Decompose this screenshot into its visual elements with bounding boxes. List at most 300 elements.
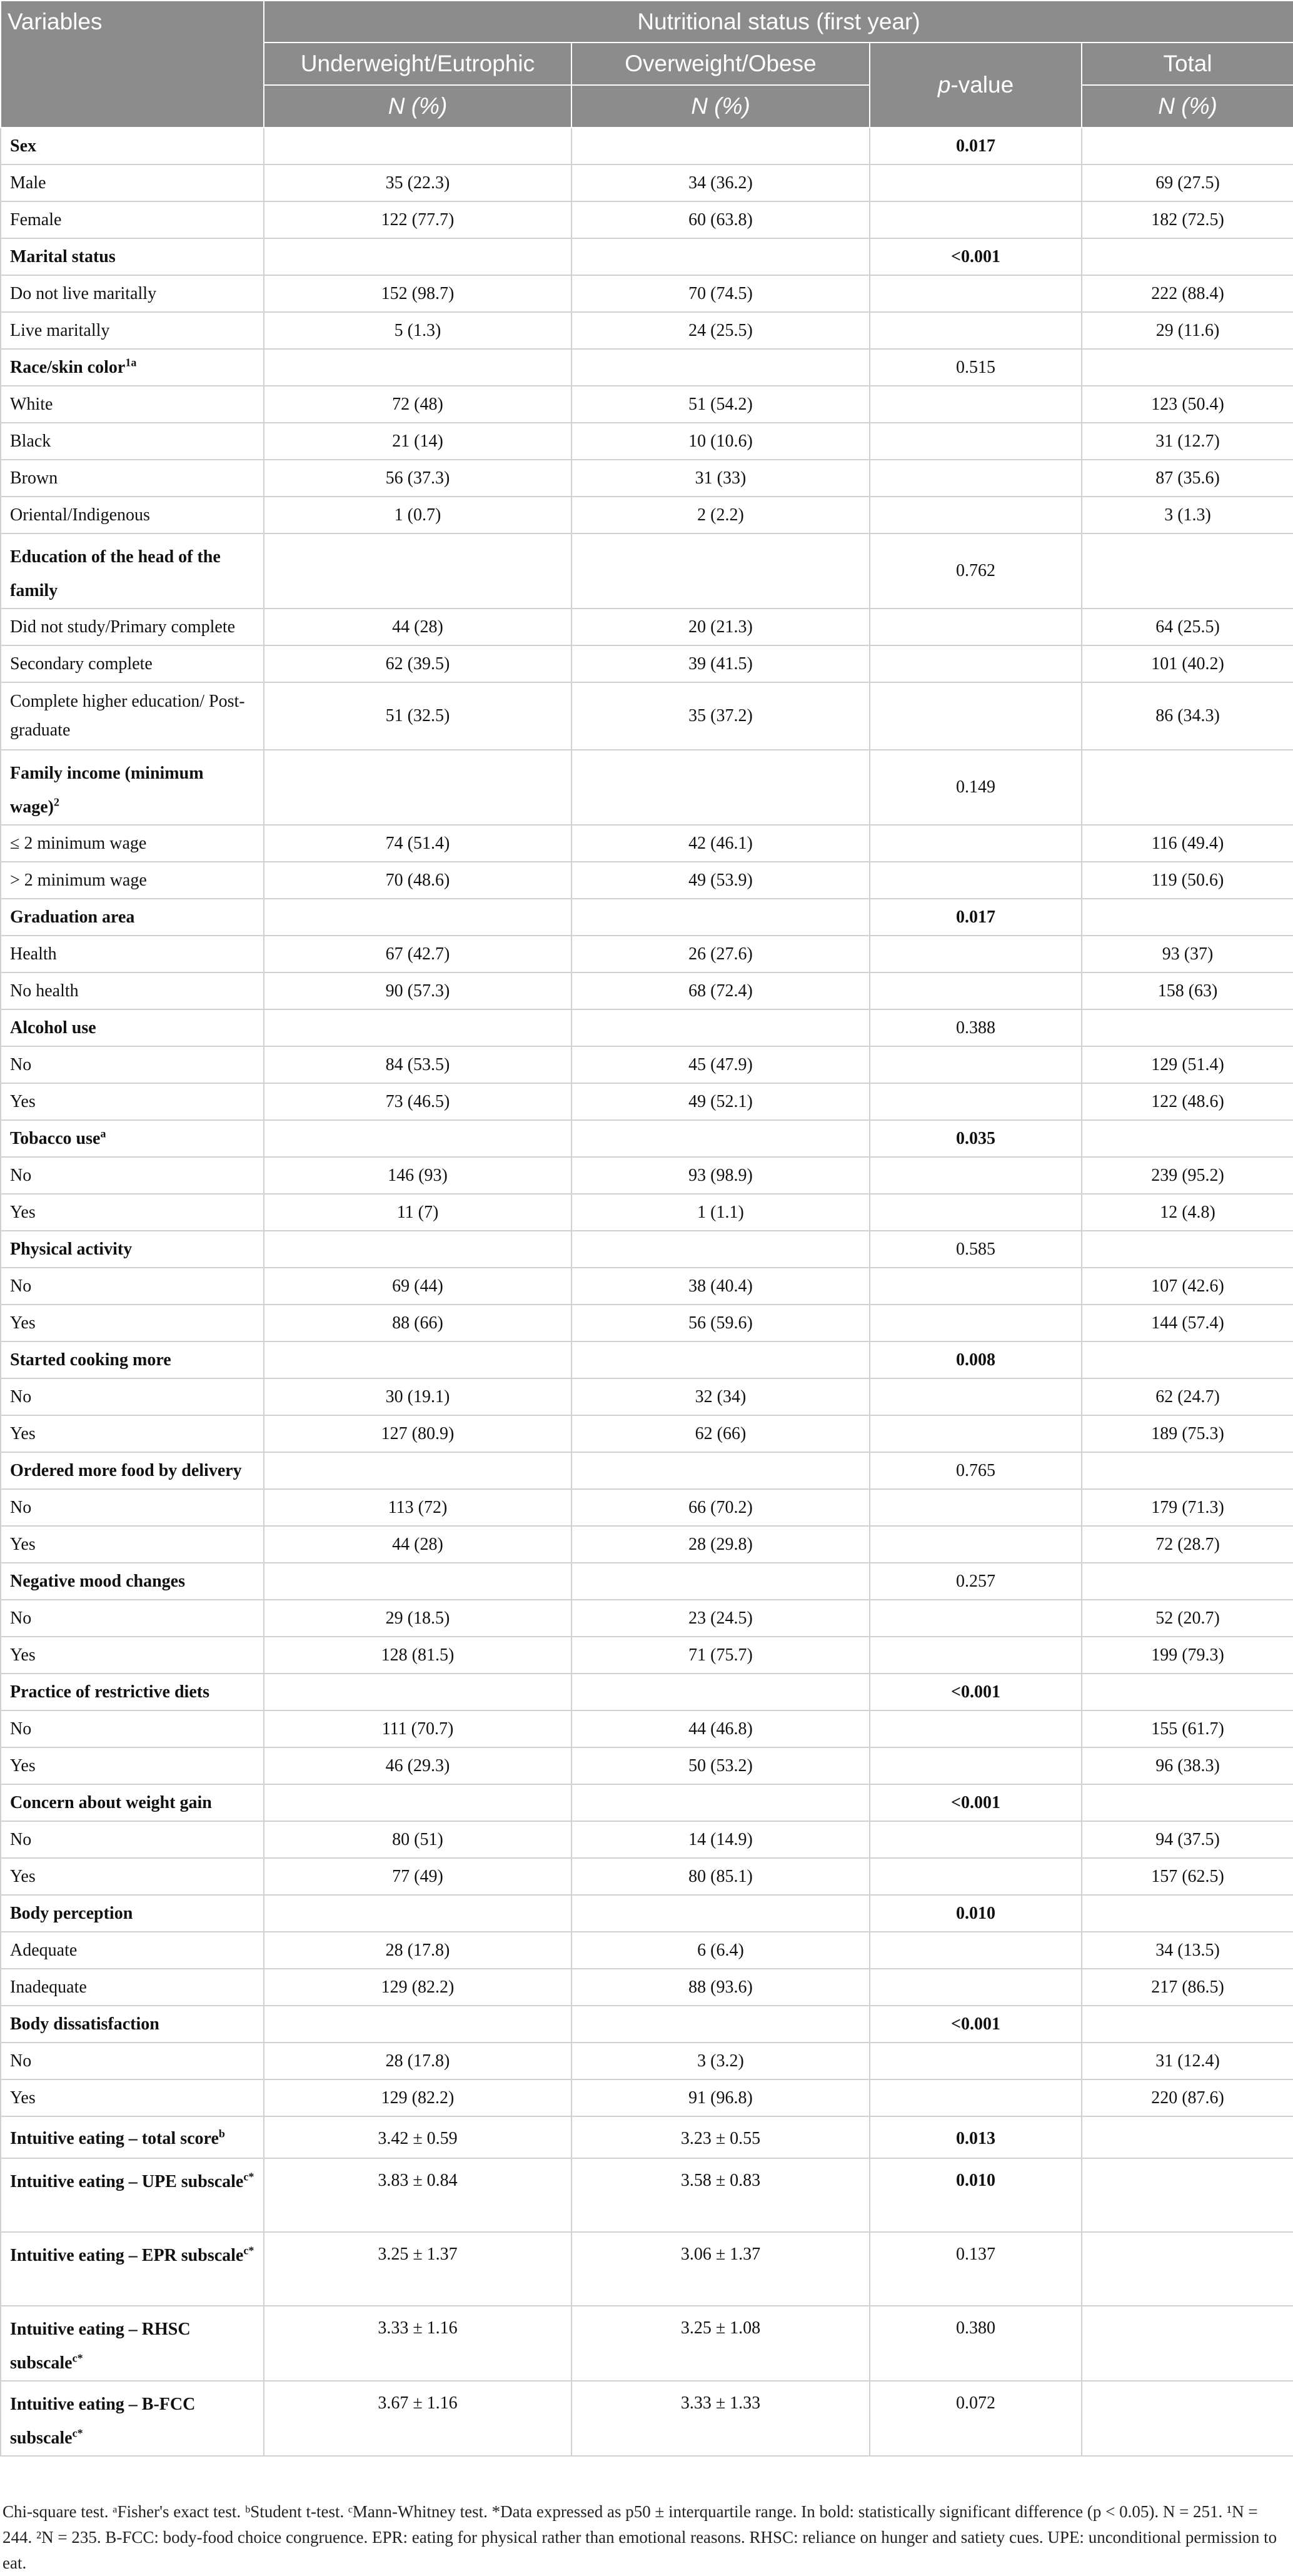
cell-total: 31 (12.4) (1082, 2043, 1293, 2079)
row-label-text: Black (10, 431, 51, 451)
header-underweight-eutrophic: Underweight/Eutrophic (264, 43, 571, 85)
row-label (1, 1341, 264, 1378)
cell-p-value (870, 1821, 1082, 1858)
cell-p-value (870, 312, 1082, 349)
cell-underweight-eutrophic: 5 (1.3) (264, 312, 571, 349)
cell-p-value (870, 460, 1082, 497)
cell-underweight-eutrophic: 90 (57.3) (264, 972, 571, 1009)
cell-total: 69 (27.5) (1082, 164, 1293, 201)
cell-underweight-eutrophic: 3.83 ± 0.84 (264, 2158, 571, 2232)
cell-overweight-obese (571, 1674, 870, 1710)
row-label (1, 1268, 264, 1305)
cell-overweight-obese (571, 2006, 870, 2043)
cell-overweight-obese (571, 1452, 870, 1489)
cell-total: 199 (79.3) (1082, 1637, 1293, 1674)
cell-overweight-obese: 3.23 ± 0.55 (571, 2116, 870, 2158)
row-label-text: Did not study/Primary complete (10, 617, 236, 637)
cell-underweight-eutrophic: 35 (22.3) (264, 164, 571, 201)
cell-p-value (870, 1526, 1082, 1563)
row-label (1, 825, 264, 862)
cell-p-value: 0.010 (870, 2158, 1082, 2232)
cell-p-value: 0.013 (870, 2116, 1082, 2158)
cell-underweight-eutrophic: 80 (51) (264, 1821, 571, 1858)
row-label (1, 972, 264, 1009)
cell-overweight-obese: 20 (21.3) (571, 609, 870, 645)
table-row (1, 1378, 1293, 1415)
table-row (1, 1747, 1293, 1784)
row-label-text: Live maritally (10, 320, 110, 340)
cell-total (1082, 2158, 1293, 2232)
cell-underweight-eutrophic: 72 (48) (264, 386, 571, 423)
cell-underweight-eutrophic: 74 (51.4) (264, 825, 571, 862)
table-group-row (1, 1563, 1293, 1600)
row-label-text: Alcohol use (10, 1018, 96, 1038)
table-group-row (1, 1895, 1293, 1932)
cell-overweight-obese: 23 (24.5) (571, 1600, 870, 1637)
row-label-text: Yes (10, 1202, 36, 1222)
table-row (1, 1157, 1293, 1194)
cell-overweight-obese: 56 (59.6) (571, 1305, 870, 1341)
cell-total: 157 (62.5) (1082, 1858, 1293, 1895)
row-label-text: White (10, 394, 53, 414)
row-label-text: Secondary complete (10, 654, 153, 674)
cell-total: 158 (63) (1082, 972, 1293, 1009)
cell-p-value (870, 2079, 1082, 2116)
row-label (1, 238, 264, 275)
row-label (1, 1784, 264, 1821)
row-label-text: Yes (10, 2088, 36, 2108)
table-row (1, 1083, 1293, 1120)
row-label-text: No (10, 1497, 32, 1517)
cell-p-value (870, 164, 1082, 201)
cell-overweight-obese: 49 (52.1) (571, 1083, 870, 1120)
row-label (1, 2079, 264, 2116)
cell-total: 119 (50.6) (1082, 862, 1293, 899)
row-label (1, 1120, 264, 1157)
cell-overweight-obese: 66 (70.2) (571, 1489, 870, 1526)
cell-total: 116 (49.4) (1082, 825, 1293, 862)
cell-p-value: 0.515 (870, 349, 1082, 386)
header-p-rest: -value (950, 72, 1014, 98)
cell-p-value: 0.137 (870, 2232, 1082, 2306)
cell-p-value (870, 2043, 1082, 2079)
table-group-row (1, 1231, 1293, 1268)
table-row (1, 460, 1293, 497)
cell-p-value: 0.072 (870, 2381, 1082, 2456)
cell-underweight-eutrophic (264, 1452, 571, 1489)
row-label-text: Family income (minimum wage) (10, 764, 204, 817)
cell-p-value (870, 1747, 1082, 1784)
cell-p-value (870, 862, 1082, 899)
row-label-text: Concern about weight gain (10, 1792, 212, 1812)
cell-overweight-obese (571, 1341, 870, 1378)
row-label (1, 2043, 264, 2079)
table-row (1, 682, 1293, 750)
cell-underweight-eutrophic (264, 1231, 571, 1268)
row-label-text: Yes (10, 1645, 36, 1665)
header-sub-ow: N (%) (571, 85, 870, 128)
cell-p-value (870, 1932, 1082, 1969)
row-label-text: Do not live maritally (10, 283, 157, 303)
cell-overweight-obese (571, 750, 870, 825)
table-group-row (1, 750, 1293, 825)
row-label (1, 2306, 264, 2381)
row-label (1, 2381, 264, 2456)
table-row (1, 1305, 1293, 1341)
cell-overweight-obese (571, 1231, 870, 1268)
table-row (1, 1268, 1293, 1305)
cell-p-value (870, 1157, 1082, 1194)
row-label (1, 1747, 264, 1784)
cell-overweight-obese (571, 1563, 870, 1600)
cell-p-value (870, 1489, 1082, 1526)
row-label (1, 164, 264, 201)
cell-total: 94 (37.5) (1082, 1821, 1293, 1858)
cell-overweight-obese: 62 (66) (571, 1415, 870, 1452)
cell-total (1082, 1341, 1293, 1378)
cell-p-value: 0.585 (870, 1231, 1082, 1268)
row-label-text: Negative mood changes (10, 1571, 185, 1591)
table-group-row (1, 2306, 1293, 2381)
table-row (1, 1046, 1293, 1083)
cell-overweight-obese: 68 (72.4) (571, 972, 870, 1009)
row-label (1, 349, 264, 386)
row-label-superscript: c* (72, 2427, 83, 2440)
row-label-text: No (10, 1719, 32, 1739)
table-row (1, 1710, 1293, 1747)
row-label (1, 533, 264, 609)
cell-p-value (870, 275, 1082, 312)
row-label (1, 682, 264, 750)
row-label (1, 1231, 264, 1268)
cell-overweight-obese: 42 (46.1) (571, 825, 870, 862)
row-label (1, 1932, 264, 1969)
cell-p-value (870, 1969, 1082, 2006)
cell-overweight-obese: 3.58 ± 0.83 (571, 2158, 870, 2232)
row-label (1, 1563, 264, 1600)
cell-p-value (870, 1637, 1082, 1674)
cell-total: 239 (95.2) (1082, 1157, 1293, 1194)
table-header (1, 1, 1293, 128)
row-label (1, 1009, 264, 1046)
row-label-text: Health (10, 944, 57, 964)
cell-overweight-obese: 3.25 ± 1.08 (571, 2306, 870, 2381)
cell-underweight-eutrophic: 1 (0.7) (264, 497, 571, 533)
cell-total (1082, 2306, 1293, 2381)
cell-overweight-obese: 28 (29.8) (571, 1526, 870, 1563)
cell-total (1082, 750, 1293, 825)
cell-total (1082, 2232, 1293, 2306)
cell-p-value: 0.035 (870, 1120, 1082, 1157)
cell-total: 155 (61.7) (1082, 1710, 1293, 1747)
row-label-text: Body perception (10, 1903, 133, 1923)
table-row (1, 423, 1293, 460)
cell-overweight-obese: 3 (3.2) (571, 2043, 870, 2079)
cell-overweight-obese: 51 (54.2) (571, 386, 870, 423)
cell-total: 86 (34.3) (1082, 682, 1293, 750)
cell-total (1082, 1674, 1293, 1710)
table-group-row (1, 2116, 1293, 2158)
cell-p-value: 0.017 (870, 128, 1082, 164)
cell-overweight-obese: 91 (96.8) (571, 2079, 870, 2116)
row-label-text: Intuitive eating – RHSC subscale (10, 2320, 191, 2373)
row-label-text: No (10, 1829, 32, 1849)
cell-overweight-obese (571, 1120, 870, 1157)
table-group-row (1, 238, 1293, 275)
cell-overweight-obese: 24 (25.5) (571, 312, 870, 349)
cell-underweight-eutrophic (264, 1784, 571, 1821)
table-row (1, 1415, 1293, 1452)
cell-underweight-eutrophic: 129 (82.2) (264, 2079, 571, 2116)
table-row (1, 1489, 1293, 1526)
table-row (1, 312, 1293, 349)
row-label (1, 1046, 264, 1083)
row-label-text: Intuitive eating – EPR subscale (10, 2246, 244, 2265)
table-row (1, 1969, 1293, 2006)
row-label-text: Male (10, 173, 46, 193)
cell-total (1082, 1120, 1293, 1157)
table-row (1, 825, 1293, 862)
cell-overweight-obese: 6 (6.4) (571, 1932, 870, 1969)
table-group-row (1, 1452, 1293, 1489)
cell-total (1082, 2116, 1293, 2158)
cell-p-value: 0.762 (870, 533, 1082, 609)
row-label (1, 275, 264, 312)
table-group-row (1, 1120, 1293, 1157)
row-label (1, 2116, 264, 2158)
cell-total: 182 (72.5) (1082, 201, 1293, 238)
cell-underweight-eutrophic: 146 (93) (264, 1157, 571, 1194)
cell-underweight-eutrophic (264, 750, 571, 825)
row-label (1, 1378, 264, 1415)
row-label (1, 2158, 264, 2232)
row-label (1, 460, 264, 497)
cell-total: 217 (86.5) (1082, 1969, 1293, 2006)
cell-underweight-eutrophic: 30 (19.1) (264, 1378, 571, 1415)
row-label (1, 1600, 264, 1637)
header-variables: Variables (1, 1, 264, 128)
cell-underweight-eutrophic: 44 (28) (264, 1526, 571, 1563)
cell-p-value: <0.001 (870, 1674, 1082, 1710)
row-label (1, 2006, 264, 2043)
cell-p-value (870, 1083, 1082, 1120)
cell-underweight-eutrophic: 70 (48.6) (264, 862, 571, 899)
cell-overweight-obese: 34 (36.2) (571, 164, 870, 201)
cell-underweight-eutrophic (264, 2006, 571, 2043)
cell-total: 93 (37) (1082, 936, 1293, 972)
cell-overweight-obese: 45 (47.9) (571, 1046, 870, 1083)
row-label (1, 1452, 264, 1489)
cell-p-value (870, 497, 1082, 533)
table-body (1, 128, 1293, 2456)
cell-overweight-obese (571, 238, 870, 275)
table-row (1, 201, 1293, 238)
cell-overweight-obese: 70 (74.5) (571, 275, 870, 312)
cell-underweight-eutrophic: 73 (46.5) (264, 1083, 571, 1120)
row-label (1, 1083, 264, 1120)
cell-underweight-eutrophic: 46 (29.3) (264, 1747, 571, 1784)
cell-underweight-eutrophic: 84 (53.5) (264, 1046, 571, 1083)
header-sub-uw: N (%) (264, 85, 571, 128)
cell-underweight-eutrophic: 21 (14) (264, 423, 571, 460)
cell-underweight-eutrophic (264, 1009, 571, 1046)
table-row (1, 862, 1293, 899)
row-label-superscript: c* (243, 2170, 254, 2183)
cell-total: 96 (38.3) (1082, 1747, 1293, 1784)
cell-underweight-eutrophic: 77 (49) (264, 1858, 571, 1895)
header-p-value (870, 43, 1082, 128)
cell-p-value: <0.001 (870, 238, 1082, 275)
row-label (1, 312, 264, 349)
cell-p-value: <0.001 (870, 1784, 1082, 1821)
cell-total (1082, 533, 1293, 609)
cell-total: 179 (71.3) (1082, 1489, 1293, 1526)
table-row (1, 936, 1293, 972)
row-label-superscript: c* (243, 2244, 254, 2257)
table-row (1, 1526, 1293, 1563)
cell-total: 62 (24.7) (1082, 1378, 1293, 1415)
table-row (1, 1821, 1293, 1858)
cell-overweight-obese: 88 (93.6) (571, 1969, 870, 2006)
row-label-text: No (10, 1608, 32, 1628)
cell-underweight-eutrophic: 3.25 ± 1.37 (264, 2232, 571, 2306)
cell-underweight-eutrophic: 51 (32.5) (264, 682, 571, 750)
row-label-text: Graduation area (10, 907, 135, 927)
cell-overweight-obese (571, 533, 870, 609)
cell-underweight-eutrophic (264, 899, 571, 936)
row-label-text: Ordered more food by delivery (10, 1460, 242, 1480)
row-label-text: Brown (10, 468, 58, 488)
row-label-superscript: a (100, 1127, 106, 1140)
header-overweight-obese: Overweight/Obese (571, 43, 870, 85)
cell-underweight-eutrophic: 29 (18.5) (264, 1600, 571, 1637)
cell-total (1082, 1231, 1293, 1268)
cell-overweight-obese: 1 (1.1) (571, 1194, 870, 1231)
cell-overweight-obese: 3.06 ± 1.37 (571, 2232, 870, 2306)
cell-overweight-obese: 26 (27.6) (571, 936, 870, 972)
cell-p-value (870, 423, 1082, 460)
table-group-row (1, 349, 1293, 386)
row-label-superscript: b (218, 2127, 225, 2140)
row-label-text: No (10, 2051, 32, 2071)
cell-overweight-obese: 3.33 ± 1.33 (571, 2381, 870, 2456)
cell-overweight-obese (571, 899, 870, 936)
table-row (1, 2079, 1293, 2116)
row-label-text: No (10, 1386, 32, 1407)
row-label-text: Adequate (10, 1940, 78, 1960)
table-group-row (1, 899, 1293, 936)
cell-underweight-eutrophic (264, 1120, 571, 1157)
row-label (1, 1895, 264, 1932)
table-row (1, 164, 1293, 201)
row-label-text: Body dissatisfaction (10, 2014, 159, 2034)
table-group-row (1, 1784, 1293, 1821)
cell-overweight-obese: 32 (34) (571, 1378, 870, 1415)
table-row (1, 1600, 1293, 1637)
row-label (1, 1194, 264, 1231)
cell-p-value (870, 825, 1082, 862)
table-row (1, 1637, 1293, 1674)
cell-p-value (870, 972, 1082, 1009)
table-row (1, 645, 1293, 682)
cell-total (1082, 1563, 1293, 1600)
table-row (1, 386, 1293, 423)
cell-underweight-eutrophic: 127 (80.9) (264, 1415, 571, 1452)
cell-total: 72 (28.7) (1082, 1526, 1293, 1563)
cell-total: 123 (50.4) (1082, 386, 1293, 423)
table-group-row (1, 2006, 1293, 2043)
cell-p-value (870, 609, 1082, 645)
cell-underweight-eutrophic (264, 1895, 571, 1932)
cell-overweight-obese: 38 (40.4) (571, 1268, 870, 1305)
row-label (1, 128, 264, 164)
row-label-text: Yes (10, 1091, 36, 1111)
row-label-text: Yes (10, 1534, 36, 1554)
row-label-text: Started cooking more (10, 1350, 171, 1370)
row-label (1, 1858, 264, 1895)
row-label-text: Complete higher education/ Post-graduate (10, 692, 245, 740)
row-label (1, 386, 264, 423)
cell-underweight-eutrophic: 88 (66) (264, 1305, 571, 1341)
cell-p-value: 0.380 (870, 2306, 1082, 2381)
cell-overweight-obese: 93 (98.9) (571, 1157, 870, 1194)
cell-underweight-eutrophic: 11 (7) (264, 1194, 571, 1231)
table-group-row (1, 533, 1293, 609)
cell-underweight-eutrophic: 3.33 ± 1.16 (264, 2306, 571, 2381)
row-label (1, 2232, 264, 2306)
cell-overweight-obese: 50 (53.2) (571, 1747, 870, 1784)
row-label-text: Tobacco use (10, 1128, 101, 1148)
row-label (1, 899, 264, 936)
row-label-text: Sex (10, 136, 36, 156)
cell-underweight-eutrophic (264, 533, 571, 609)
row-label (1, 1526, 264, 1563)
cell-overweight-obese: 71 (75.7) (571, 1637, 870, 1674)
header-total: Total (1082, 43, 1293, 85)
cell-underweight-eutrophic: 122 (77.7) (264, 201, 571, 238)
cell-p-value: 0.008 (870, 1341, 1082, 1378)
cell-total (1082, 128, 1293, 164)
cell-total (1082, 2381, 1293, 2456)
cell-overweight-obese (571, 349, 870, 386)
table-group-row (1, 1674, 1293, 1710)
row-label (1, 1415, 264, 1452)
row-label-text: Female (10, 210, 62, 230)
cell-overweight-obese: 80 (85.1) (571, 1858, 870, 1895)
table-group-row (1, 2381, 1293, 2456)
cell-underweight-eutrophic: 152 (98.7) (264, 275, 571, 312)
header-p-italic: p (937, 72, 951, 98)
cell-p-value: 0.388 (870, 1009, 1082, 1046)
row-label-text: No health (10, 981, 79, 1001)
cell-overweight-obese: 31 (33) (571, 460, 870, 497)
row-label (1, 1157, 264, 1194)
row-label-text: ≤ 2 minimum wage (10, 833, 147, 853)
cell-total (1082, 1452, 1293, 1489)
cell-total: 31 (12.7) (1082, 423, 1293, 460)
row-label-text: No (10, 1054, 32, 1074)
cell-total: 220 (87.6) (1082, 2079, 1293, 2116)
cell-p-value: 0.017 (870, 899, 1082, 936)
cell-total: 64 (25.5) (1082, 609, 1293, 645)
cell-underweight-eutrophic: 3.67 ± 1.16 (264, 2381, 571, 2456)
cell-overweight-obese: 2 (2.2) (571, 497, 870, 533)
row-label (1, 201, 264, 238)
cell-p-value (870, 1268, 1082, 1305)
row-label-superscript: 1a (125, 356, 137, 369)
cell-underweight-eutrophic: 62 (39.5) (264, 645, 571, 682)
cell-total (1082, 899, 1293, 936)
